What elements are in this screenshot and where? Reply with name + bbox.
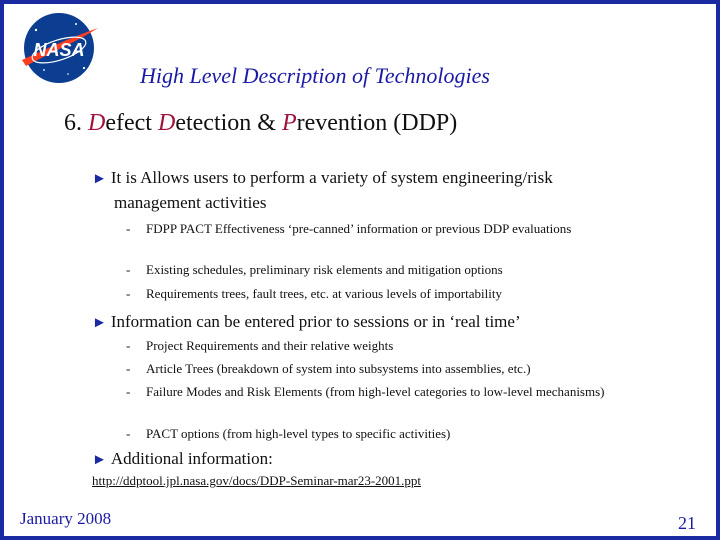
triangle-right-icon: ► — [92, 171, 107, 187]
triangle-right-icon: ► — [92, 452, 107, 468]
sub-bullet-item: - Project Requirements and their relative weights — [126, 338, 394, 353]
footer-date: January 2008 — [20, 509, 112, 528]
sub-bullet-item: - Article Trees (breakdown of system into subsystems into assemblies, etc.) — [126, 361, 531, 376]
logo-text: NASA — [33, 40, 85, 60]
bullet-item: ► It is Allows users to perform a variety of system engineering/risk management activities — [92, 168, 553, 212]
sub-bullet-item: - FDPP PACT Effectiveness ‘pre-canned’ information or previous DDP evaluations — [126, 221, 572, 236]
sub-bullet-item: - Existing schedules, preliminary risk elements and mitigation options — [126, 262, 503, 277]
sub-bullet-item: - PACT options (from high-level types to specific activities) — [126, 426, 451, 441]
bullet-item: ► Information can be entered prior to sessions or in ‘real time’ — [92, 312, 521, 331]
bullet-item: ► Additional information: — [92, 449, 273, 468]
seminar-link[interactable]: http://ddptool.jpl.nasa.gov/docs/DDP-Seminar-mar23-2001.ppt — [92, 473, 422, 488]
sub-bullet-item: - Failure Modes and Risk Elements (from high-level categories to low-level mechanisms) — [126, 384, 605, 399]
slide-title: High Level Description of Technologies — [140, 63, 490, 88]
page-number: 21 — [678, 513, 696, 533]
triangle-right-icon: ► — [92, 315, 107, 331]
section-heading: 6. Defect Detection & Prevention (DDP) — [64, 110, 458, 136]
nasa-logo — [14, 10, 104, 86]
sub-bullet-item: - Requirements trees, fault trees, etc. at various levels of importability — [126, 286, 502, 301]
